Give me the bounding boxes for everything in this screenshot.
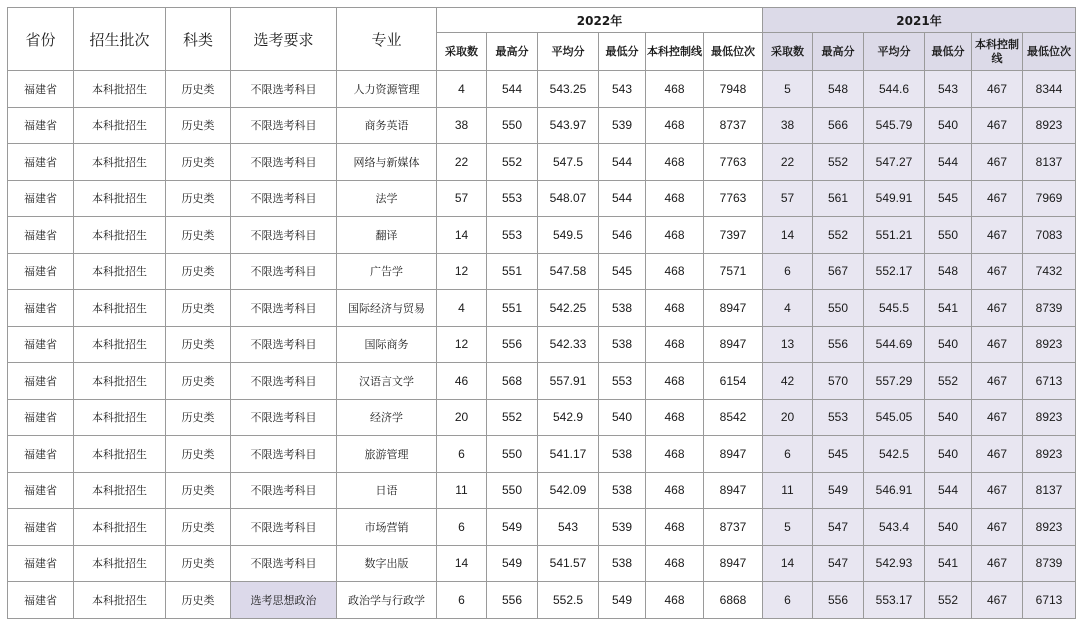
- admission-scores-table: [7, 7, 1076, 619]
- cell-2021-control-line: 467: [972, 253, 1023, 290]
- cell-major: 人力资源管理: [337, 71, 437, 108]
- cell-2021-max-score: 566: [813, 107, 864, 144]
- cell-2022-min-rank: 8737: [704, 509, 763, 546]
- cell-2021-avg-score: 547.27: [864, 144, 925, 181]
- cell-2022-avg-score: 543.25: [538, 71, 599, 108]
- cell-requirement: 不限选考科目: [231, 253, 337, 290]
- cell-2022-min-rank: 6154: [704, 363, 763, 400]
- cell-2021-min-score: 540: [925, 107, 972, 144]
- cell-2022-max-score: 544: [487, 71, 538, 108]
- cell-batch: 本科批招生: [74, 472, 166, 509]
- cell-batch: 本科批招生: [74, 180, 166, 217]
- cell-2022-admitted-count: 11: [437, 472, 487, 509]
- cell-2021-control-line: 467: [972, 144, 1023, 181]
- cell-2021-avg-score: 544.6: [864, 71, 925, 108]
- cell-2022-max-score: 550: [487, 107, 538, 144]
- cell-2022-min-rank: 7763: [704, 144, 763, 181]
- cell-2022-control-line: 468: [646, 326, 704, 363]
- cell-2021-min-rank: 8923: [1023, 399, 1076, 436]
- cell-2022-avg-score: 541.57: [538, 545, 599, 582]
- cell-batch: 本科批招生: [74, 399, 166, 436]
- cell-major: 网络与新媒体: [337, 144, 437, 181]
- cell-2022-max-score: 549: [487, 509, 538, 546]
- cell-2022-min-rank: 6868: [704, 582, 763, 619]
- cell-2021-min-score: 541: [925, 290, 972, 327]
- cell-2021-avg-score: 546.91: [864, 472, 925, 509]
- cell-2021-min-rank: 7969: [1023, 180, 1076, 217]
- cell-2021-control-line: 467: [972, 582, 1023, 619]
- cell-2021-min-score: 540: [925, 509, 972, 546]
- cell-2022-min-score: 549: [599, 582, 646, 619]
- cell-major: 数字出版: [337, 545, 437, 582]
- cell-major: 旅游管理: [337, 436, 437, 473]
- cell-major: 国际商务: [337, 326, 437, 363]
- table-row: [8, 253, 1076, 290]
- header-batch: 招生批次: [74, 8, 166, 71]
- cell-2022-max-score: 553: [487, 180, 538, 217]
- cell-2021-admitted-count: 4: [763, 290, 813, 327]
- cell-2021-min-rank: 8739: [1023, 545, 1076, 582]
- cell-2021-min-rank: 8923: [1023, 107, 1076, 144]
- cell-2021-min-rank: 6713: [1023, 363, 1076, 400]
- cell-2022-admitted-count: 6: [437, 509, 487, 546]
- cell-2022-min-score: 546: [599, 217, 646, 254]
- cell-subject: 历史类: [166, 253, 231, 290]
- cell-subject: 历史类: [166, 71, 231, 108]
- cell-2022-admitted-count: 14: [437, 217, 487, 254]
- cell-2022-avg-score: 548.07: [538, 180, 599, 217]
- table-row: [8, 545, 1076, 582]
- cell-2021-control-line: 467: [972, 509, 1023, 546]
- cell-2022-admitted-count: 4: [437, 290, 487, 327]
- admission-table-container: [7, 7, 1076, 619]
- cell-province: 福建省: [8, 290, 74, 327]
- cell-2021-max-score: 547: [813, 545, 864, 582]
- cell-batch: 本科批招生: [74, 509, 166, 546]
- cell-2021-min-score: 544: [925, 144, 972, 181]
- cell-2021-admitted-count: 6: [763, 582, 813, 619]
- cell-2021-min-score: 552: [925, 582, 972, 619]
- cell-requirement: 不限选考科目: [231, 217, 337, 254]
- cell-2021-min-rank: 7432: [1023, 253, 1076, 290]
- cell-2021-max-score: 548: [813, 71, 864, 108]
- cell-2022-min-rank: 8947: [704, 545, 763, 582]
- table-body: [8, 71, 1076, 619]
- cell-province: 福建省: [8, 180, 74, 217]
- cell-2021-min-rank: 8923: [1023, 436, 1076, 473]
- cell-province: 福建省: [8, 107, 74, 144]
- table-row: [8, 107, 1076, 144]
- cell-2022-max-score: 556: [487, 582, 538, 619]
- cell-2021-min-score: 550: [925, 217, 972, 254]
- cell-requirement: 不限选考科目: [231, 472, 337, 509]
- cell-2021-max-score: 561: [813, 180, 864, 217]
- cell-2022-min-rank: 7397: [704, 217, 763, 254]
- cell-2021-admitted-count: 6: [763, 253, 813, 290]
- header-major: 专业: [337, 8, 437, 71]
- cell-2022-min-rank: 8947: [704, 326, 763, 363]
- cell-2021-min-score: 541: [925, 545, 972, 582]
- cell-2022-control-line: 468: [646, 582, 704, 619]
- cell-2022-avg-score: 543.97: [538, 107, 599, 144]
- cell-requirement: 不限选考科目: [231, 509, 337, 546]
- cell-2022-control-line: 468: [646, 472, 704, 509]
- table-header: [8, 8, 1076, 71]
- cell-major: 法学: [337, 180, 437, 217]
- cell-2021-admitted-count: 5: [763, 509, 813, 546]
- cell-batch: 本科批招生: [74, 363, 166, 400]
- cell-requirement: 不限选考科目: [231, 326, 337, 363]
- table-row: [8, 399, 1076, 436]
- cell-requirement: 不限选考科目: [231, 107, 337, 144]
- cell-province: 福建省: [8, 217, 74, 254]
- cell-2021-max-score: 547: [813, 509, 864, 546]
- cell-2021-avg-score: 542.93: [864, 545, 925, 582]
- cell-requirement: 不限选考科目: [231, 144, 337, 181]
- cell-requirement: 不限选考科目: [231, 180, 337, 217]
- cell-batch: 本科批招生: [74, 144, 166, 181]
- cell-2021-avg-score: 549.91: [864, 180, 925, 217]
- header-2021-max-score: 最高分: [813, 33, 864, 71]
- cell-2022-control-line: 468: [646, 545, 704, 582]
- cell-2022-min-score: 544: [599, 180, 646, 217]
- cell-2021-admitted-count: 57: [763, 180, 813, 217]
- cell-batch: 本科批招生: [74, 71, 166, 108]
- cell-2021-avg-score: 551.21: [864, 217, 925, 254]
- cell-2022-admitted-count: 46: [437, 363, 487, 400]
- cell-2022-control-line: 468: [646, 144, 704, 181]
- cell-2022-control-line: 468: [646, 436, 704, 473]
- cell-2021-admitted-count: 13: [763, 326, 813, 363]
- cell-2022-avg-score: 542.09: [538, 472, 599, 509]
- table-row: [8, 144, 1076, 181]
- cell-subject: 历史类: [166, 107, 231, 144]
- cell-2022-control-line: 468: [646, 217, 704, 254]
- cell-2022-admitted-count: 57: [437, 180, 487, 217]
- cell-2022-control-line: 468: [646, 399, 704, 436]
- cell-2022-avg-score: 541.17: [538, 436, 599, 473]
- cell-2021-max-score: 550: [813, 290, 864, 327]
- cell-batch: 本科批招生: [74, 436, 166, 473]
- cell-subject: 历史类: [166, 582, 231, 619]
- cell-2021-max-score: 552: [813, 144, 864, 181]
- cell-2021-admitted-count: 20: [763, 399, 813, 436]
- cell-2022-admitted-count: 4: [437, 71, 487, 108]
- cell-2022-max-score: 549: [487, 545, 538, 582]
- cell-2022-avg-score: 542.25: [538, 290, 599, 327]
- cell-batch: 本科批招生: [74, 253, 166, 290]
- cell-2021-min-score: 552: [925, 363, 972, 400]
- cell-2021-control-line: 467: [972, 363, 1023, 400]
- cell-2022-max-score: 551: [487, 290, 538, 327]
- cell-2021-min-rank: 8923: [1023, 509, 1076, 546]
- cell-province: 福建省: [8, 472, 74, 509]
- cell-subject: 历史类: [166, 436, 231, 473]
- cell-2021-avg-score: 543.4: [864, 509, 925, 546]
- cell-requirement: 不限选考科目: [231, 545, 337, 582]
- cell-2022-admitted-count: 6: [437, 582, 487, 619]
- cell-subject: 历史类: [166, 326, 231, 363]
- cell-2021-admitted-count: 42: [763, 363, 813, 400]
- header-2022-control-line: 本科控制线: [646, 33, 704, 71]
- cell-batch: 本科批招生: [74, 290, 166, 327]
- header-2021-avg-score: 平均分: [864, 33, 925, 71]
- cell-2021-admitted-count: 5: [763, 71, 813, 108]
- cell-2021-min-rank: 8137: [1023, 472, 1076, 509]
- table-row: [8, 217, 1076, 254]
- cell-major: 政治学与行政学: [337, 582, 437, 619]
- header-year-2022: 2022年: [437, 8, 763, 33]
- cell-subject: 历史类: [166, 545, 231, 582]
- header-province: 省份: [8, 8, 74, 71]
- cell-2022-control-line: 468: [646, 509, 704, 546]
- cell-2021-admitted-count: 22: [763, 144, 813, 181]
- cell-2022-min-rank: 7571: [704, 253, 763, 290]
- cell-2021-control-line: 467: [972, 472, 1023, 509]
- cell-province: 福建省: [8, 326, 74, 363]
- cell-subject: 历史类: [166, 144, 231, 181]
- cell-2022-min-score: 553: [599, 363, 646, 400]
- cell-2021-control-line: 467: [972, 326, 1023, 363]
- cell-batch: 本科批招生: [74, 326, 166, 363]
- cell-province: 福建省: [8, 399, 74, 436]
- cell-2022-max-score: 552: [487, 399, 538, 436]
- cell-major: 汉语言文学: [337, 363, 437, 400]
- cell-batch: 本科批招生: [74, 217, 166, 254]
- header-2022-avg-score: 平均分: [538, 33, 599, 71]
- cell-2022-min-score: 540: [599, 399, 646, 436]
- cell-2021-max-score: 567: [813, 253, 864, 290]
- table-row: [8, 509, 1076, 546]
- cell-subject: 历史类: [166, 509, 231, 546]
- cell-subject: 历史类: [166, 217, 231, 254]
- header-2021-min-score: 最低分: [925, 33, 972, 71]
- cell-2021-admitted-count: 11: [763, 472, 813, 509]
- cell-2021-min-rank: 8923: [1023, 326, 1076, 363]
- cell-major: 商务英语: [337, 107, 437, 144]
- cell-requirement: 不限选考科目: [231, 290, 337, 327]
- cell-2021-min-rank: 7083: [1023, 217, 1076, 254]
- cell-2022-min-rank: 8947: [704, 290, 763, 327]
- cell-2022-control-line: 468: [646, 180, 704, 217]
- cell-2021-admitted-count: 6: [763, 436, 813, 473]
- cell-2021-max-score: 570: [813, 363, 864, 400]
- header-year-2021: 2021年: [763, 8, 1076, 33]
- cell-major: 市场营销: [337, 509, 437, 546]
- cell-2022-min-score: 538: [599, 326, 646, 363]
- cell-2021-avg-score: 557.29: [864, 363, 925, 400]
- cell-2022-max-score: 556: [487, 326, 538, 363]
- cell-2022-avg-score: 543: [538, 509, 599, 546]
- cell-2021-control-line: 467: [972, 399, 1023, 436]
- cell-2022-avg-score: 557.91: [538, 363, 599, 400]
- cell-province: 福建省: [8, 436, 74, 473]
- cell-major: 翻译: [337, 217, 437, 254]
- cell-2022-avg-score: 547.5: [538, 144, 599, 181]
- cell-2021-min-score: 540: [925, 436, 972, 473]
- table-row: [8, 582, 1076, 619]
- cell-2022-admitted-count: 12: [437, 326, 487, 363]
- header-2022-admitted-count: 采取数: [437, 33, 487, 71]
- cell-2022-max-score: 550: [487, 472, 538, 509]
- table-row: [8, 472, 1076, 509]
- cell-2021-admitted-count: 14: [763, 545, 813, 582]
- header-requirement: 选考要求: [231, 8, 337, 71]
- cell-2022-admitted-count: 14: [437, 545, 487, 582]
- cell-2021-avg-score: 545.79: [864, 107, 925, 144]
- cell-2022-max-score: 552: [487, 144, 538, 181]
- cell-2022-min-rank: 8947: [704, 436, 763, 473]
- cell-requirement: 不限选考科目: [231, 399, 337, 436]
- header-row-years: [8, 8, 1076, 33]
- cell-2022-min-score: 538: [599, 545, 646, 582]
- cell-province: 福建省: [8, 363, 74, 400]
- cell-2022-max-score: 553: [487, 217, 538, 254]
- cell-2022-admitted-count: 22: [437, 144, 487, 181]
- cell-2022-avg-score: 547.58: [538, 253, 599, 290]
- cell-batch: 本科批招生: [74, 107, 166, 144]
- cell-2022-min-score: 543: [599, 71, 646, 108]
- table-row: [8, 436, 1076, 473]
- cell-2021-admitted-count: 14: [763, 217, 813, 254]
- cell-2022-min-score: 538: [599, 290, 646, 327]
- cell-2021-max-score: 556: [813, 326, 864, 363]
- cell-subject: 历史类: [166, 180, 231, 217]
- cell-2022-control-line: 468: [646, 71, 704, 108]
- header-2022-min-score: 最低分: [599, 33, 646, 71]
- cell-2021-control-line: 467: [972, 545, 1023, 582]
- cell-2021-admitted-count: 38: [763, 107, 813, 144]
- cell-2022-control-line: 468: [646, 290, 704, 327]
- cell-2022-max-score: 568: [487, 363, 538, 400]
- cell-2022-control-line: 468: [646, 253, 704, 290]
- cell-subject: 历史类: [166, 472, 231, 509]
- cell-2021-max-score: 552: [813, 217, 864, 254]
- cell-2021-avg-score: 545.05: [864, 399, 925, 436]
- cell-2022-min-rank: 7948: [704, 71, 763, 108]
- cell-requirement: 选考思想政治: [231, 582, 337, 619]
- cell-requirement: 不限选考科目: [231, 436, 337, 473]
- cell-2021-max-score: 553: [813, 399, 864, 436]
- cell-province: 福建省: [8, 144, 74, 181]
- cell-2021-avg-score: 545.5: [864, 290, 925, 327]
- cell-2021-max-score: 545: [813, 436, 864, 473]
- cell-2021-avg-score: 553.17: [864, 582, 925, 619]
- cell-2021-control-line: 467: [972, 436, 1023, 473]
- cell-2021-control-line: 467: [972, 107, 1023, 144]
- table-row: [8, 326, 1076, 363]
- header-2022-max-score: 最高分: [487, 33, 538, 71]
- header-2022-min-rank: 最低位次: [704, 33, 763, 71]
- cell-2022-control-line: 468: [646, 363, 704, 400]
- cell-2022-min-rank: 8947: [704, 472, 763, 509]
- cell-batch: 本科批招生: [74, 545, 166, 582]
- cell-2022-min-score: 544: [599, 144, 646, 181]
- cell-province: 福建省: [8, 253, 74, 290]
- cell-2021-min-score: 544: [925, 472, 972, 509]
- table-row: [8, 180, 1076, 217]
- cell-2021-avg-score: 542.5: [864, 436, 925, 473]
- cell-major: 国际经济与贸易: [337, 290, 437, 327]
- cell-2022-min-rank: 7763: [704, 180, 763, 217]
- cell-2021-min-score: 545: [925, 180, 972, 217]
- table-row: [8, 71, 1076, 108]
- cell-2021-min-score: 540: [925, 399, 972, 436]
- cell-province: 福建省: [8, 582, 74, 619]
- cell-2022-avg-score: 552.5: [538, 582, 599, 619]
- cell-2021-control-line: 467: [972, 217, 1023, 254]
- cell-2021-min-rank: 6713: [1023, 582, 1076, 619]
- cell-2022-min-score: 538: [599, 472, 646, 509]
- cell-requirement: 不限选考科目: [231, 71, 337, 108]
- cell-2022-min-rank: 8737: [704, 107, 763, 144]
- table-row: [8, 290, 1076, 327]
- cell-2022-admitted-count: 38: [437, 107, 487, 144]
- cell-2022-avg-score: 542.33: [538, 326, 599, 363]
- cell-2021-max-score: 556: [813, 582, 864, 619]
- cell-2021-min-score: 548: [925, 253, 972, 290]
- cell-major: 经济学: [337, 399, 437, 436]
- cell-2022-min-score: 539: [599, 509, 646, 546]
- cell-province: 福建省: [8, 545, 74, 582]
- cell-2021-max-score: 549: [813, 472, 864, 509]
- cell-2021-control-line: 467: [972, 290, 1023, 327]
- cell-subject: 历史类: [166, 290, 231, 327]
- cell-2021-avg-score: 552.17: [864, 253, 925, 290]
- cell-2022-admitted-count: 6: [437, 436, 487, 473]
- cell-major: 日语: [337, 472, 437, 509]
- cell-2021-min-rank: 8344: [1023, 71, 1076, 108]
- cell-2021-min-rank: 8739: [1023, 290, 1076, 327]
- cell-2021-min-score: 540: [925, 326, 972, 363]
- header-2021-min-rank: 最低位次: [1023, 33, 1076, 71]
- cell-requirement: 不限选考科目: [231, 363, 337, 400]
- cell-major: 广告学: [337, 253, 437, 290]
- cell-2022-min-score: 538: [599, 436, 646, 473]
- cell-subject: 历史类: [166, 363, 231, 400]
- cell-2022-max-score: 551: [487, 253, 538, 290]
- cell-2022-admitted-count: 12: [437, 253, 487, 290]
- cell-2022-min-score: 539: [599, 107, 646, 144]
- cell-2021-min-score: 543: [925, 71, 972, 108]
- table-row: [8, 363, 1076, 400]
- cell-2022-control-line: 468: [646, 107, 704, 144]
- header-2021-admitted-count: 采取数: [763, 33, 813, 71]
- cell-subject: 历史类: [166, 399, 231, 436]
- cell-2022-min-rank: 8542: [704, 399, 763, 436]
- cell-batch: 本科批招生: [74, 582, 166, 619]
- cell-province: 福建省: [8, 71, 74, 108]
- header-2021-control-line: 本科控制线: [972, 33, 1023, 71]
- cell-province: 福建省: [8, 509, 74, 546]
- cell-2022-min-score: 545: [599, 253, 646, 290]
- cell-2022-admitted-count: 20: [437, 399, 487, 436]
- cell-2021-min-rank: 8137: [1023, 144, 1076, 181]
- header-subject: 科类: [166, 8, 231, 71]
- cell-2021-avg-score: 544.69: [864, 326, 925, 363]
- cell-2021-control-line: 467: [972, 71, 1023, 108]
- cell-2021-control-line: 467: [972, 180, 1023, 217]
- cell-2022-avg-score: 542.9: [538, 399, 599, 436]
- cell-2022-max-score: 550: [487, 436, 538, 473]
- cell-2022-avg-score: 549.5: [538, 217, 599, 254]
